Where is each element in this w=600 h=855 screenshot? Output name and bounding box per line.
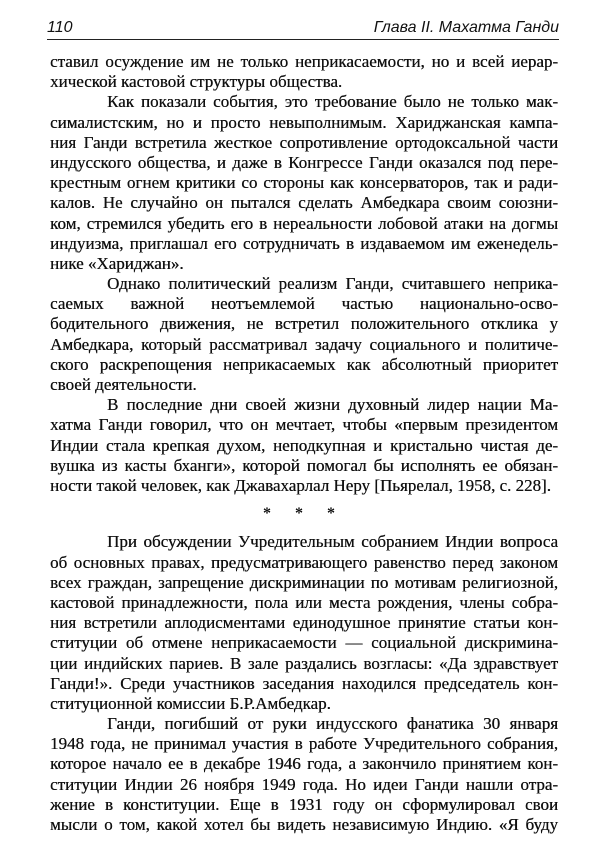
text-line: ституции Индии 26 ноября 1949 года. Но идеи Ганди нашли отра- (50, 774, 558, 794)
paragraph (50, 395, 558, 496)
text-line: мысли о том, какой хотел бы видеть независимую Индию. «Я буду (50, 815, 558, 835)
text-line: При обсуждении Учредительным собранием Индии вопроса (107, 532, 558, 552)
text-line: ком, стремился убедить его в нереальности лобовой атаки на догмы (50, 213, 558, 233)
text-line: Амбедкара, который рассматривал задачу социального и политиче- (50, 334, 558, 354)
text-line: нике «Хариджан». (50, 253, 184, 273)
running-header (47, 17, 559, 40)
text-line: сималистским, но и просто невыполнимым. Хариджанская кампа- (50, 112, 558, 132)
paragraph (50, 274, 558, 395)
text-line: об основных правах, предусматривающего равенство перед законом (50, 552, 558, 572)
text-line: ния Ганди встретила жесткое сопротивление ортодоксальной части (50, 132, 558, 152)
text-line: ституционной комиссии Б.Р.Амбедкар. (50, 693, 331, 713)
text-line: ставил осуждение им не только неприкасаемости, но и всей иерар- (50, 52, 558, 71)
page-body (50, 52, 558, 835)
text-line: крестным огнем критики со стороны как консерваторов, так и ради- (50, 173, 558, 193)
text-line: индуизма, приглашал его сотрудничать в издаваемом им еженедель- (50, 233, 558, 253)
text-line: своей деятельности. (50, 375, 197, 394)
text-line: Ганди!». Среди участников заседания находился председатель кон- (50, 673, 558, 693)
text-line: кастовой принадлежности, пола или места рождения, члены собра- (50, 592, 558, 612)
text-line: хатма Ганди говорил, что он мечтает, чтобы «первым президентом (50, 415, 558, 435)
text-line: жение в конституции. Еще в 1931 году он сформулировал свои (50, 794, 558, 814)
text-line: ституции об отмене неприкасаемости — социальной дискримина- (50, 633, 558, 653)
text-line: Однако политический реализм Ганди, считавшего неприка- (107, 274, 558, 294)
paragraph (50, 714, 558, 835)
text-line: всех граждан, запрещение дискриминации по мотивам религиозной, (50, 572, 558, 592)
text-line: саемых важной неотъемлемой частью национально-осво- (50, 294, 558, 314)
text-line: В последние дни своей жизни духовный лидер нации Ма- (107, 395, 558, 415)
text-line: ности такой человек, как Джавахарлал Неру [Пьярелал, 1958, с. 228]. (50, 475, 551, 495)
text-line: ния встретили аплодисментами единодушное принятие статьи кон- (50, 613, 558, 633)
text-line: ского раскрепощения неприкасаемых как абсолютный приоритет (50, 354, 558, 374)
paragraph (50, 52, 558, 92)
text-line: Индии стала крепкая духом, неподкупная и кристально чистая де- (50, 435, 558, 455)
text-line: индусского общества, и даже в Конгрессе Ганди оказался под пере- (50, 152, 558, 172)
text-line: 1948 года, не принимал участия в работе Учредительного собрания, (50, 734, 558, 754)
paragraph (50, 92, 558, 274)
text-section-after (50, 532, 558, 835)
text-line: Ганди, погибший от руки индусского фанатика 30 января (107, 714, 558, 734)
text-line: которое начало ее в декабре 1946 года, а закончило принятием кон- (50, 754, 558, 774)
text-line: хической кастовой структуры общества. (50, 72, 343, 92)
paragraph (50, 532, 558, 714)
text-line: бодительного движения, не встретил положительного отклика у (50, 314, 558, 334)
text-line: Как показали события, это требование было не только мак- (107, 92, 558, 112)
text-section-before (50, 52, 558, 496)
text-line: вушка из касты бханги», которой помогал бы исполнять ее обязан- (50, 455, 558, 475)
section-separator: * * * (263, 505, 345, 523)
text-line: ции индийских париев. В зале раздались возгласы: «Да здравствует (50, 653, 558, 673)
page-number: 110 (47, 19, 73, 36)
text-line: калов. Не случайно он пытался сделать Амбедкара своим союзни- (50, 193, 558, 213)
running-title: Глава II. Махатма Ганди (373, 19, 559, 36)
